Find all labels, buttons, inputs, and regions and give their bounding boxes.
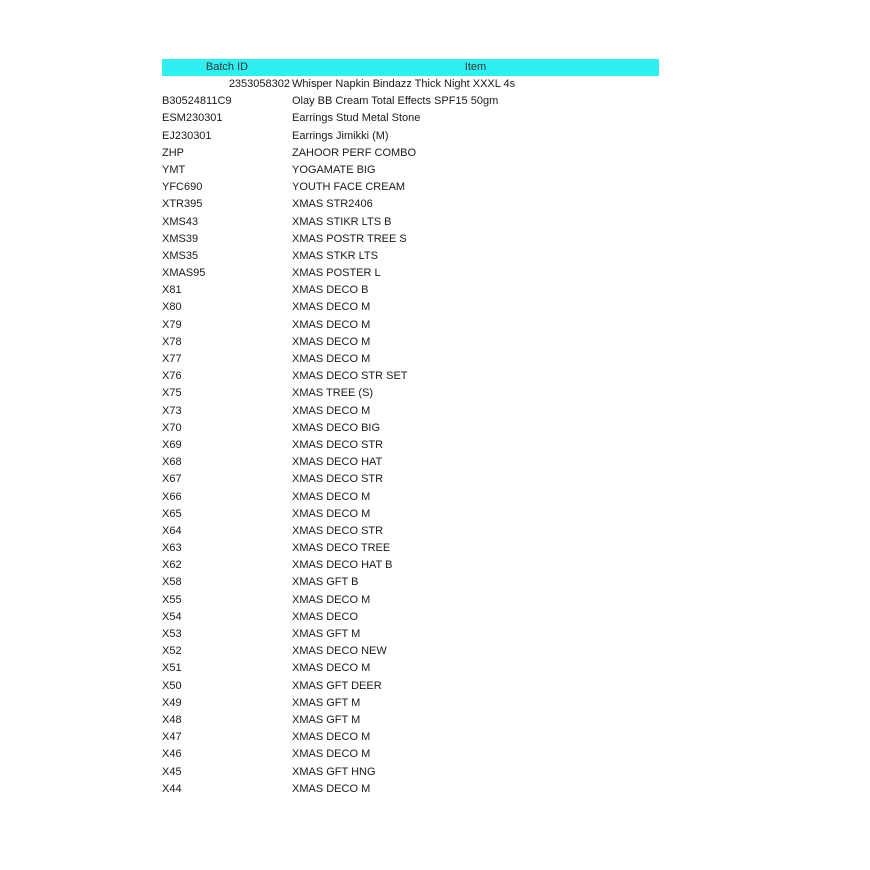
table-row (162, 437, 659, 454)
table-row (162, 110, 659, 127)
table-row (162, 334, 659, 351)
item-cell: XMAS DECO M (292, 318, 371, 331)
batch-id-cell: X62 (162, 559, 182, 572)
table-row (162, 557, 659, 574)
table-row (162, 695, 659, 712)
item-cell: XMAS DECO STR (292, 524, 384, 537)
table-row (162, 540, 659, 557)
batch-id-cell: X58 (162, 576, 182, 589)
item-cell: Earrings Jimikki (M) (292, 129, 389, 142)
batch-id-cell: X64 (162, 524, 182, 537)
table-row (162, 660, 659, 677)
batch-id-cell: X75 (162, 387, 182, 400)
item-cell: XMAS DECO M (292, 662, 371, 675)
table-row (162, 489, 659, 506)
table-row (162, 248, 659, 265)
table-row (162, 712, 659, 729)
table-row (162, 746, 659, 763)
table-row (162, 523, 659, 540)
item-cell: XMAS DECO (292, 610, 359, 623)
table-row (162, 678, 659, 695)
batch-id-cell: X55 (162, 593, 182, 606)
batch-id-cell: X44 (162, 782, 182, 795)
batch-id-cell: X78 (162, 335, 182, 348)
batch-id-cell: X68 (162, 456, 182, 469)
table-row (162, 764, 659, 781)
batch-id-cell: X47 (162, 731, 182, 744)
item-cell: XMAS DECO M (292, 731, 371, 744)
batch-id-cell: X79 (162, 318, 182, 331)
item-cell: XMAS DECO STR SET (292, 370, 408, 383)
item-cell: XMAS DECO M (292, 748, 371, 761)
batch-id-cell: X76 (162, 370, 182, 383)
table-row (162, 420, 659, 437)
table-row (162, 351, 659, 368)
item-cell: YOGAMATE BIG (292, 163, 376, 176)
batch-id-cell: X45 (162, 765, 182, 778)
batch-id-cell: X46 (162, 748, 182, 761)
batch-item-table (162, 59, 659, 798)
item-cell: XMAS GFT DEER (292, 679, 382, 692)
item-cell: XMAS DECO TREE (292, 542, 391, 555)
item-cell: XMAS DECO BIG (292, 421, 381, 434)
batch-id-cell: X53 (162, 628, 182, 640)
table-row (162, 93, 659, 110)
batch-id-cell: ESM230301 (162, 112, 223, 125)
table-row (162, 179, 659, 196)
item-cell: XMAS DECO STR (292, 473, 384, 486)
table-row (162, 368, 659, 385)
item-cell: XMAS DECO M (292, 782, 371, 795)
table-body (162, 76, 659, 798)
item-cell: XMAS POSTR TREE S (292, 232, 407, 245)
batch-id-cell: X81 (162, 284, 182, 297)
item-cell: XMAS DECO M (292, 507, 371, 520)
item-cell: YOUTH FACE CREAM (292, 181, 406, 194)
item-cell: Whisper Napkin Bindazz Thick Night XXXL 4s (292, 78, 516, 90)
batch-id-cell: XMS39 (162, 232, 199, 245)
batch-id-cell: X77 (162, 353, 182, 365)
batch-id-cell: YFC690 (162, 181, 203, 194)
table-row (162, 643, 659, 660)
item-cell: XMAS DECO M (292, 301, 371, 314)
batch-id-cell: X70 (162, 421, 182, 434)
batch-id-cell: B30524811C9 (162, 95, 232, 108)
batch-id-cell: X80 (162, 301, 182, 314)
item-cell: XMAS DECO M (292, 353, 371, 365)
item-cell: XMAS GFT M (292, 628, 361, 640)
table-row (162, 196, 659, 213)
item-cell: XMAS DECO M (292, 335, 371, 348)
item-cell: XMAS STIKR LTS B (292, 215, 392, 228)
table-row (162, 781, 659, 798)
header-item: Item (464, 61, 487, 73)
table-row (162, 282, 659, 299)
batch-id-cell: YMT (162, 163, 186, 176)
item-cell: XMAS POSTER L (292, 267, 381, 280)
table-row (162, 609, 659, 626)
item-cell: XMAS DECO M (292, 593, 371, 606)
batch-id-cell: XMAS95 (162, 267, 206, 280)
table-row (162, 506, 659, 523)
item-cell: XMAS STR2406 (292, 198, 373, 211)
batch-id-cell: X54 (162, 610, 182, 623)
batch-id-cell: XTR395 (162, 198, 203, 211)
item-cell: XMAS DECO STR (292, 438, 384, 451)
batch-id-cell: X73 (162, 404, 182, 417)
batch-id-cell: 2353058302 (228, 78, 290, 90)
table-row (162, 265, 659, 282)
table-row (162, 145, 659, 162)
item-cell: XMAS DECO NEW (292, 645, 387, 658)
item-cell: XMAS GFT M (292, 713, 361, 726)
table-row (162, 403, 659, 420)
batch-id-cell: ZHP (162, 146, 184, 159)
table-row (162, 299, 659, 316)
table-row (162, 626, 659, 643)
item-cell: XMAS GFT HNG (292, 765, 376, 778)
table-row (162, 162, 659, 179)
table-row (162, 574, 659, 591)
batch-id-cell: X66 (162, 490, 182, 503)
batch-id-cell: X48 (162, 713, 182, 726)
item-cell: ZAHOOR PERF COMBO (292, 146, 417, 159)
item-cell: XMAS DECO HAT B (292, 559, 393, 572)
batch-id-cell: X69 (162, 438, 182, 451)
table-row (162, 385, 659, 402)
batch-id-cell: XMS35 (162, 249, 199, 262)
item-cell: XMAS TREE (S) (292, 387, 374, 400)
header-batch-id: Batch ID (205, 61, 249, 73)
item-cell: Olay BB Cream Total Effects SPF15 50gm (292, 95, 499, 108)
table-row (162, 231, 659, 248)
table-row (162, 214, 659, 231)
table-row (162, 128, 659, 145)
batch-id-cell: X52 (162, 645, 182, 658)
batch-id-cell: X51 (162, 662, 182, 675)
batch-id-cell: X63 (162, 542, 182, 555)
table-row (162, 471, 659, 488)
item-cell: XMAS GFT M (292, 696, 361, 709)
item-cell: XMAS DECO HAT (292, 456, 383, 469)
item-cell: XMAS STKR LTS (292, 249, 378, 262)
item-cell: XMAS DECO B (292, 284, 369, 297)
table-row (162, 317, 659, 334)
item-cell: XMAS GFT B (292, 576, 359, 589)
item-cell: XMAS DECO M (292, 404, 371, 417)
batch-id-cell: XMS43 (162, 215, 199, 228)
item-cell: Earrings Stud Metal Stone (292, 112, 421, 125)
batch-id-cell: X67 (162, 473, 182, 486)
batch-id-cell: EJ230301 (162, 129, 212, 142)
item-cell: XMAS DECO M (292, 490, 371, 503)
batch-id-cell: X65 (162, 507, 182, 520)
batch-id-cell: X50 (162, 679, 182, 692)
batch-id-cell: X49 (162, 696, 182, 709)
table-header (162, 59, 659, 76)
table-row (162, 454, 659, 471)
table-row (162, 729, 659, 746)
table-row (162, 76, 659, 93)
table-row (162, 592, 659, 609)
